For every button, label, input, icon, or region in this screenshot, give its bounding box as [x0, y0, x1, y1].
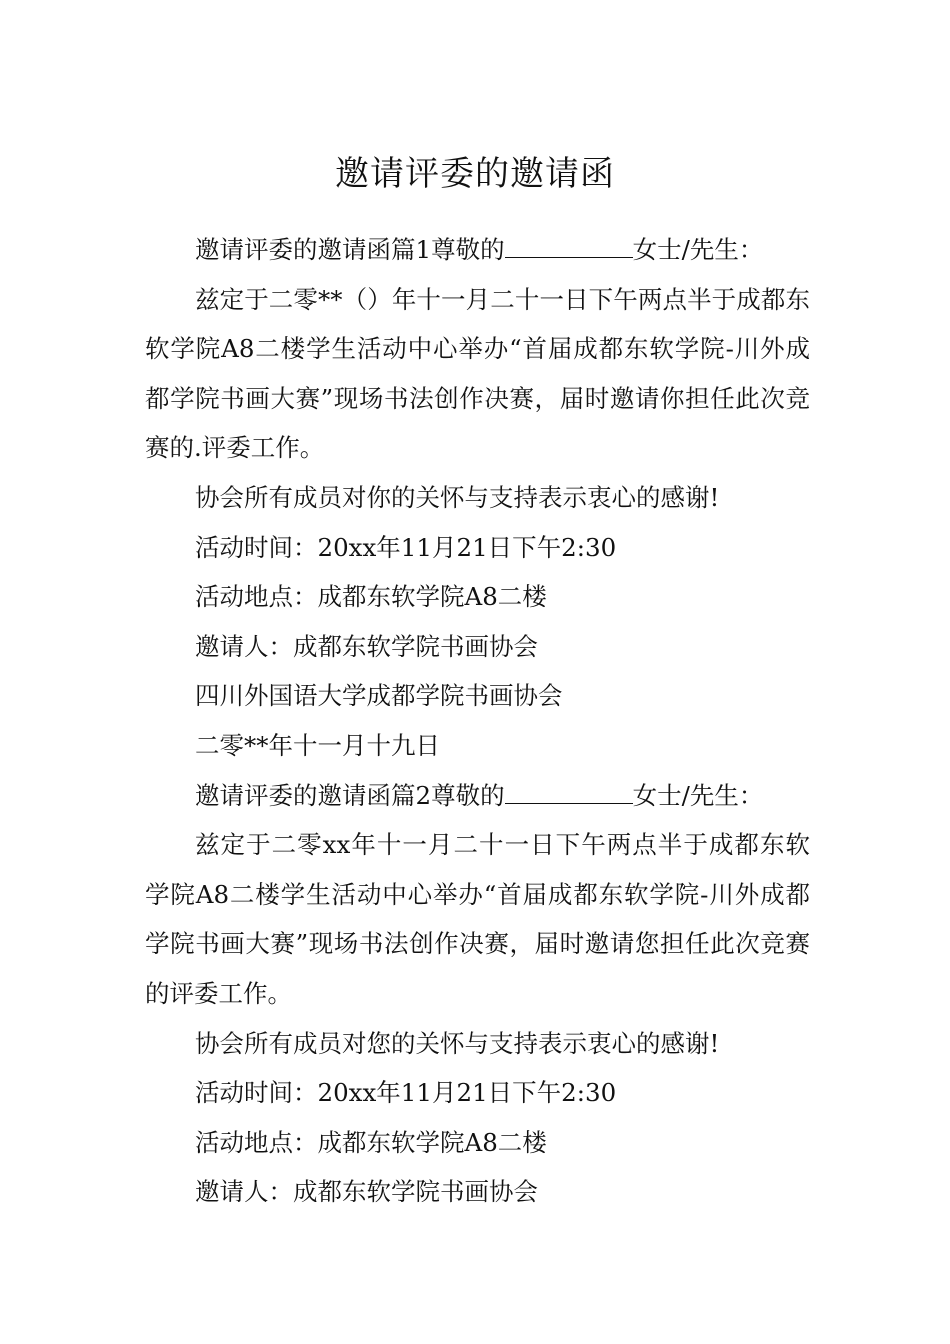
- document-body: [145, 225, 810, 1217]
- paragraph-thanks-2: 协会所有成员对您的关怀与支持表示衷心的感谢!: [195, 1028, 720, 1058]
- paragraph-thanks-1: 协会所有成员对你的关怀与支持表示衷心的感谢!: [195, 482, 720, 512]
- date-1: 二零**年十一月十九日: [195, 730, 440, 760]
- event-time-2: 活动时间：20xx年11月21日下午2:30: [195, 1078, 617, 1108]
- name-blank-1: [505, 233, 633, 258]
- salutation-2: [145, 771, 810, 821]
- name-blank-2: [505, 779, 633, 804]
- inviter-2: 邀请人：成都东软学院书画协会: [195, 1177, 538, 1207]
- document-title: 邀请评委的邀请函: [335, 153, 615, 194]
- inviter-1: 邀请人：成都东软学院书画协会: [195, 631, 538, 661]
- paragraph-invitation-1: 兹定于二零**（）年十一月二十一日下午两点半于成都东软学院A8二楼学生活动中心举办“首届成都东软学院-川外成都学院书画大赛”现场书法创作决赛，届时邀请你担任此次竞赛的.评委工作。: [145, 284, 810, 463]
- salutation-1-title: 女士/先生：: [632, 235, 764, 264]
- event-location-2: 活动地点：成都东软学院A8二楼: [195, 1127, 547, 1157]
- co-inviter-1: 四川外国语大学成都学院书画协会: [195, 681, 563, 711]
- salutation-2-title: 女士/先生：: [632, 780, 764, 810]
- paragraph-invitation-2: 兹定于二零xx年十一月二十一日下午两点半于成都东软学院A8二楼学生活动中心举办“首届成都东软学院-川外成都学院书画大赛”现场书法创作决赛，届时邀请您担任此次竞赛的评委工作。: [145, 830, 810, 1008]
- salutation-2-text: 邀请评委的邀请函篇2尊敬的: [195, 780, 505, 810]
- event-location-1: 活动地点：成都东软学院A8二楼: [195, 582, 547, 612]
- salutation-1: [145, 225, 810, 275]
- event-time-1: 活动时间：20xx年11月21日下午2:30: [195, 532, 617, 562]
- salutation-1-text: 邀请评委的邀请函篇1尊敬的: [195, 235, 505, 264]
